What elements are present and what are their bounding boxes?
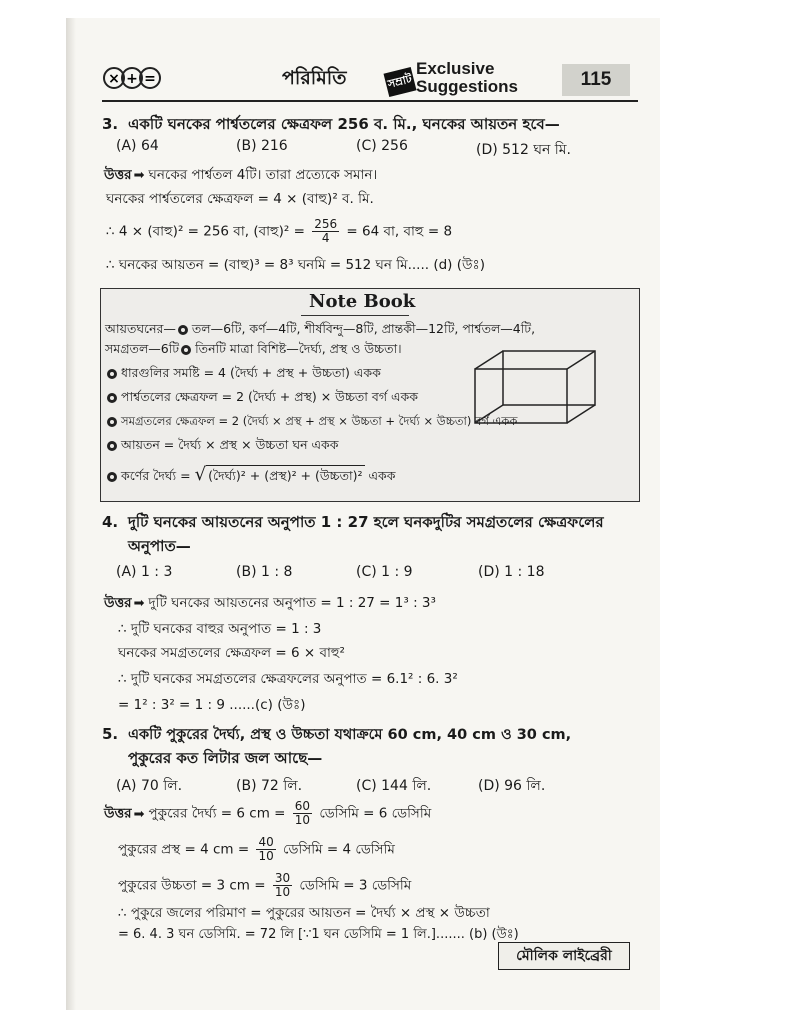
bullet-icon — [107, 472, 117, 482]
note-line-2 — [105, 339, 402, 359]
fraction — [312, 218, 339, 245]
option-c: (C) 144 লি. — [356, 778, 432, 794]
question-number: 5. — [102, 725, 119, 743]
bullet-icon — [107, 417, 117, 427]
note-line-6 — [105, 435, 339, 455]
q5-solution-line-2 — [118, 836, 395, 863]
fraction — [256, 836, 275, 863]
solution-text: পুকুরের উচ্চতা = 3 cm = — [118, 877, 266, 894]
note-line-7 — [105, 465, 396, 486]
svg-text:+: + — [126, 71, 138, 87]
arrow-right-icon: ➡ — [133, 806, 145, 822]
fraction — [273, 872, 292, 899]
question-number: 4. — [102, 513, 119, 531]
solution-text: ডেসিমি = 6 ডেসিমি — [319, 805, 432, 822]
brand-badge: সম্রাট — [384, 67, 417, 97]
brand-line-2: Suggestions — [416, 77, 519, 96]
note-text: পার্শ্বতলের ক্ষেত্রফল = 2 (দৈর্ঘ্য + প্রস্থ) × উচ্চতা বর্গ একক — [121, 389, 419, 404]
note-text: কর্ণের দৈর্ঘ্য = — [121, 468, 191, 483]
svg-text:×: × — [108, 71, 120, 87]
answer-label: উত্তর — [104, 167, 132, 183]
option-b: (B) 72 লি. — [236, 778, 303, 794]
bullet-icon — [107, 369, 117, 379]
brand-line-1: Exclusive — [416, 59, 495, 78]
numerator: 256 — [314, 217, 338, 231]
q4-solution-line-4: ∴ দুটি ঘনকের সমগ্রতলের ক্ষেত্রফলের অনুপাত = 6.1² : 6. 3² — [118, 671, 458, 687]
solution-text: দুটি ঘনকের আয়তনের অনুপাত = 1 : 27 = 1³ : 3³ — [148, 595, 436, 611]
option-b: (B) 216 — [236, 138, 288, 154]
math-symbols-logo-icon — [102, 60, 164, 96]
question-4-options — [116, 564, 616, 586]
note-line-4 — [105, 387, 418, 407]
brand-name — [416, 60, 518, 96]
solution-text: ঘনকের পার্শ্বতল 4টি। তারা প্রত্যেকে সমান। — [148, 167, 378, 183]
option-d: (D) 512 ঘন মি. — [476, 142, 572, 158]
answer-label: উত্তর — [104, 595, 132, 611]
q5-answer-line-1 — [104, 800, 431, 827]
q3-solution-line-3 — [106, 218, 452, 245]
arrow-right-icon: ➡ — [133, 168, 145, 183]
denominator: 10 — [274, 885, 291, 899]
solution-text: = 64 বা, বাহু = 8 — [346, 223, 453, 240]
question-4 — [102, 510, 604, 534]
bullet-icon — [107, 441, 117, 451]
numerator: 30 — [274, 871, 291, 885]
question-4-continuation: অনুপাত— — [128, 537, 191, 555]
arrow-right-icon: ➡ — [133, 596, 145, 611]
q4-solution-line-2: ∴ দুটি ঘনকের বাহুর অনুপাত = 1 : 3 — [118, 621, 322, 637]
note-text: সমগ্রতল—6টি — [105, 341, 180, 356]
option-d: (D) 96 লি. — [478, 778, 546, 794]
denominator: 10 — [294, 813, 311, 827]
question-text: একটি পুকুরের দৈর্ঘ্য, প্রস্থ ও উচ্চতা যথাক্রমে 60 cm, 40 cm ও 30 cm, — [128, 727, 572, 743]
option-c: (C) 1 : 9 — [356, 564, 413, 580]
q3-answer-line-1 — [104, 164, 377, 187]
note-text: সমগ্রতলের ক্ষেত্রফল = 2 (দৈর্ঘ্য × প্রস্থ + প্রস্থ × উচ্চতা + দৈর্ঘ্য × উচ্চতা) বর্গ একক — [121, 414, 518, 428]
question-number: 3. — [102, 115, 119, 133]
sqrt-sign-icon: √ — [194, 464, 207, 485]
option-c: (C) 256 — [356, 138, 408, 154]
bullet-icon — [178, 325, 188, 335]
note-text: একক — [368, 468, 396, 483]
q5-solution-line-3 — [118, 872, 411, 899]
option-b: (B) 1 : 8 — [236, 564, 293, 580]
solution-text: পুকুরের দৈর্ঘ্য = 6 cm = — [148, 805, 286, 822]
note-book-title-underline — [301, 315, 409, 316]
book-page — [66, 18, 660, 1010]
solution-text: ∴ 4 × (বাহু)² = 256 বা, (বাহু)² = — [106, 223, 305, 240]
numerator: 40 — [258, 835, 274, 849]
q5-solution-line-4: ∴ পুকুরে জলের পরিমাণ = পুকুরের আয়তন = দৈর্ঘ্য × প্রস্থ × উচ্চতা — [118, 905, 490, 921]
question-5-options — [116, 774, 616, 796]
question-text: দুটি ঘনকের আয়তনের অনুপাত 1 : 27 হলে ঘনকদুটির সমগ্রতলের ক্ষেত্রফলের — [128, 513, 604, 531]
note-text: তিনটি মাত্রা বিশিষ্ট—দৈর্ঘ্য, প্রস্থ ও উচ্চতা। — [195, 341, 402, 356]
question-5-continuation: পুকুরের কত লিটার জল আছে— — [128, 749, 323, 767]
solution-text: ডেসিমি = 4 ডেসিমি — [283, 841, 395, 858]
option-a: (A) 70 লি. — [116, 778, 183, 794]
q3-solution-line-4: ∴ ঘনকের আয়তন = (বাহু)³ = 8³ ঘনমি = 512 ঘন মি..... (d) (উঃ) — [106, 257, 485, 273]
solution-text: ডেসিমি = 3 ডেসিমি — [299, 877, 412, 894]
page-header — [102, 60, 638, 104]
option-d: (D) 1 : 18 — [478, 564, 545, 580]
note-book-box — [100, 288, 640, 502]
page-number: 115 — [562, 64, 630, 96]
chapter-title: পরিমিতি — [282, 67, 347, 89]
note-text: ধারগুলির সমষ্টি = 4 (দৈর্ঘ্য + প্রস্থ + উচ্চতা) একক — [121, 365, 381, 380]
header-divider — [102, 100, 638, 102]
question-3-options — [116, 138, 616, 160]
bullet-icon — [107, 393, 117, 403]
question-text: একটি ঘনকের পার্শ্বতলের ক্ষেত্রফল 256 ব. মি., ঘনকের আয়তন হবে— — [128, 115, 560, 133]
numerator: 60 — [294, 799, 311, 813]
svg-text:=: = — [144, 71, 156, 87]
denominator: 10 — [258, 849, 274, 863]
note-text: আয়তন = দৈর্ঘ্য × প্রস্থ × উচ্চতা ঘন একক — [121, 437, 339, 452]
note-line-3 — [105, 363, 381, 383]
solution-text: পুকুরের প্রস্থ = 4 cm = — [118, 841, 250, 858]
cuboid-diagram-icon — [471, 347, 601, 429]
note-text: তল—6টি, কর্ণ—4টি, শীর্ষবিন্দু—8টি, প্রান্তকী—12টি, পার্শ্বতল—4টি, — [191, 321, 536, 336]
option-a: (A) 1 : 3 — [116, 564, 173, 580]
page-gutter-shadow — [66, 18, 76, 1010]
note-text: আয়তঘনের— — [105, 321, 176, 336]
note-line-1 — [105, 319, 535, 339]
q5-solution-line-5: = 6. 4. 3 ঘন ডেসিমি. = 72 লি [∵1 ঘন ডেসিমি = 1 লি.]....... (b) (উঃ) — [118, 927, 519, 942]
bullet-icon — [181, 345, 191, 355]
q4-answer-line-1 — [104, 592, 436, 615]
question-3 — [102, 112, 560, 136]
fraction — [293, 800, 312, 827]
denominator: 4 — [321, 231, 330, 245]
note-book-title: Note Book — [309, 291, 416, 312]
option-a: (A) 64 — [116, 138, 159, 154]
answer-label: উত্তর — [104, 805, 132, 822]
sqrt-radicand: (দৈর্ঘ্য)² + (প্রস্থ)² + (উচ্চতা)² — [206, 465, 364, 486]
question-5 — [102, 722, 571, 747]
note-line-5 — [105, 411, 517, 431]
q3-solution-line-2: ঘনকের পার্শ্বতলের ক্ষেত্রফল = 4 × (বাহু)² ব. মি. — [106, 191, 374, 207]
q4-solution-line-5: = 1² : 3² = 1 : 9 ......(c) (উঃ) — [118, 697, 306, 713]
publisher-label: মৌলিক লাইব্রেরী — [498, 942, 630, 970]
q4-solution-line-3: ঘনকের সমগ্রতলের ক্ষেত্রফল = 6 × বাহু² — [118, 645, 345, 661]
